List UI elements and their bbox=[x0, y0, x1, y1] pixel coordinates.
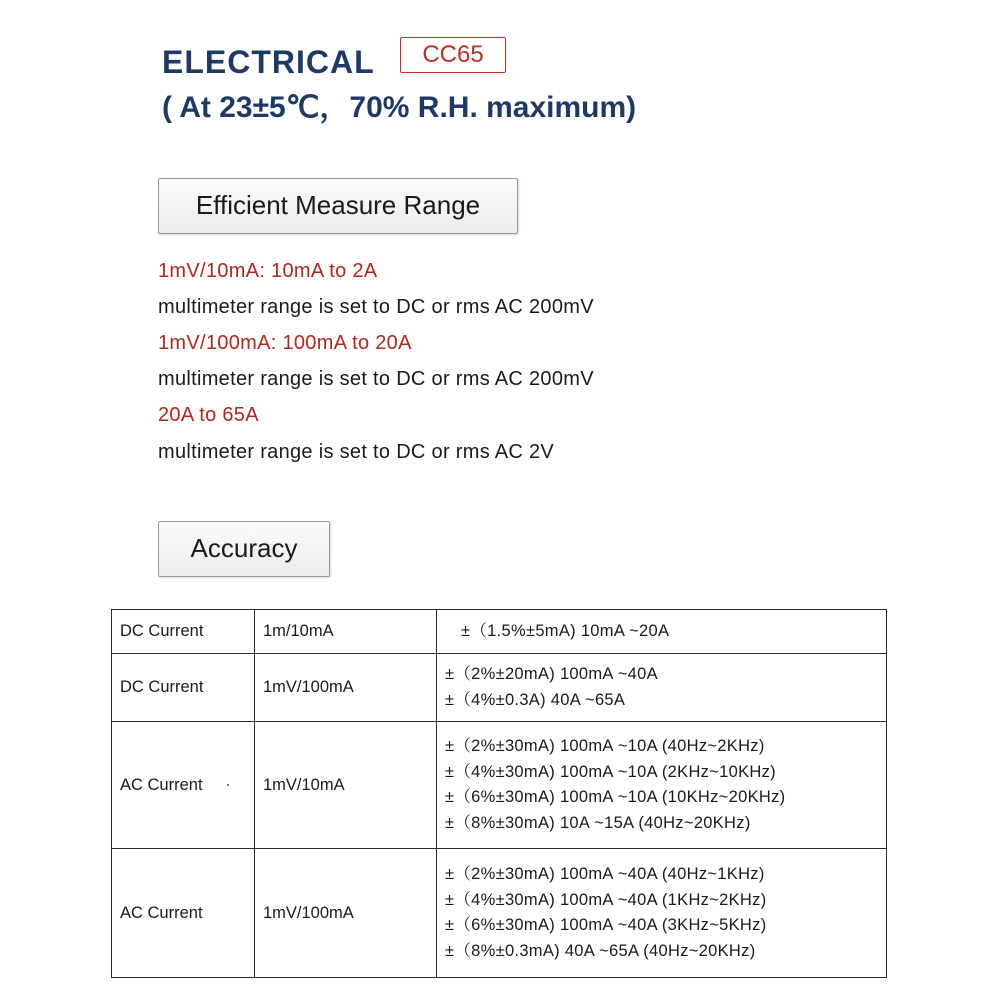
accuracy-spec: ±（4%±30mA) 100mA ~10A (2KHz~10KHz) bbox=[445, 762, 776, 781]
table-row bbox=[112, 722, 887, 849]
accuracy-cell bbox=[437, 610, 887, 654]
accuracy-table bbox=[111, 609, 887, 978]
page-title: ELECTRICAL bbox=[162, 44, 375, 80]
accuracy-spec: ±（6%±30mA) 100mA ~40A (3KHz~5KHz) bbox=[445, 916, 767, 934]
accuracy-cell bbox=[437, 849, 887, 978]
model-badge: CC65 bbox=[400, 37, 506, 73]
stray-dot bbox=[227, 784, 229, 786]
range-line: multimeter range is set to DC or rms AC 200mV bbox=[158, 296, 594, 318]
accuracy-spec: ±（8%±0.3mA) 40A ~65A (40Hz~20KHz) bbox=[445, 941, 756, 960]
range-cell: 1mV/10mA bbox=[255, 722, 437, 849]
accuracy-spec: ±（2%±30mA) 100mA ~40A (40Hz~1KHz) bbox=[445, 865, 765, 883]
current-type-cell: DC Current bbox=[112, 610, 255, 654]
accuracy-spec: ±（2%±20mA) 100mA ~40A bbox=[445, 665, 658, 683]
accuracy-spec: ±（6%±30mA) 100mA ~10A (10KHz~20KHz) bbox=[445, 788, 786, 806]
accuracy-spec: ±（2%±30mA) 100mA ~10A (40Hz~2KHz) bbox=[445, 737, 765, 755]
current-type-label: AC Current bbox=[120, 775, 203, 794]
current-type-cell: DC Current bbox=[112, 654, 255, 722]
table-row bbox=[112, 610, 887, 654]
accuracy-spec: ±（1.5%±5mA) 10mA ~20A bbox=[461, 621, 670, 640]
accuracy-spec: ±（4%±0.3A) 40A ~65A bbox=[445, 690, 626, 709]
table-row bbox=[112, 849, 887, 978]
current-type-cell: AC Current bbox=[112, 849, 255, 978]
section-label-accuracy: Accuracy bbox=[158, 521, 330, 577]
accuracy-cell bbox=[437, 654, 887, 722]
accuracy-spec: ±（4%±30mA) 100mA ~40A (1KHz~2KHz) bbox=[445, 890, 767, 909]
range-cell: 1mV/100mA bbox=[255, 654, 437, 722]
current-type-cell bbox=[112, 722, 255, 849]
section-label-measure-range: Efficient Measure Range bbox=[158, 178, 518, 234]
range-line: multimeter range is set to DC or rms AC 2V bbox=[158, 441, 555, 463]
accuracy-spec: ±（8%±30mA) 10A ~15A (40Hz~20KHz) bbox=[445, 813, 751, 832]
range-line: multimeter range is set to DC or rms AC 200mV bbox=[158, 368, 594, 390]
range-line: 20A to 65A bbox=[158, 404, 259, 426]
table-row bbox=[112, 654, 887, 722]
range-line: 1mV/100mA: 100mA to 20A bbox=[158, 332, 412, 354]
accuracy-cell bbox=[437, 722, 887, 849]
range-cell: 1m/10mA bbox=[255, 610, 437, 654]
test-condition: ( At 23±5℃，70% R.H. maximum) bbox=[162, 91, 637, 124]
range-cell: 1mV/100mA bbox=[255, 849, 437, 978]
range-line: 1mV/10mA: 10mA to 2A bbox=[158, 260, 378, 282]
